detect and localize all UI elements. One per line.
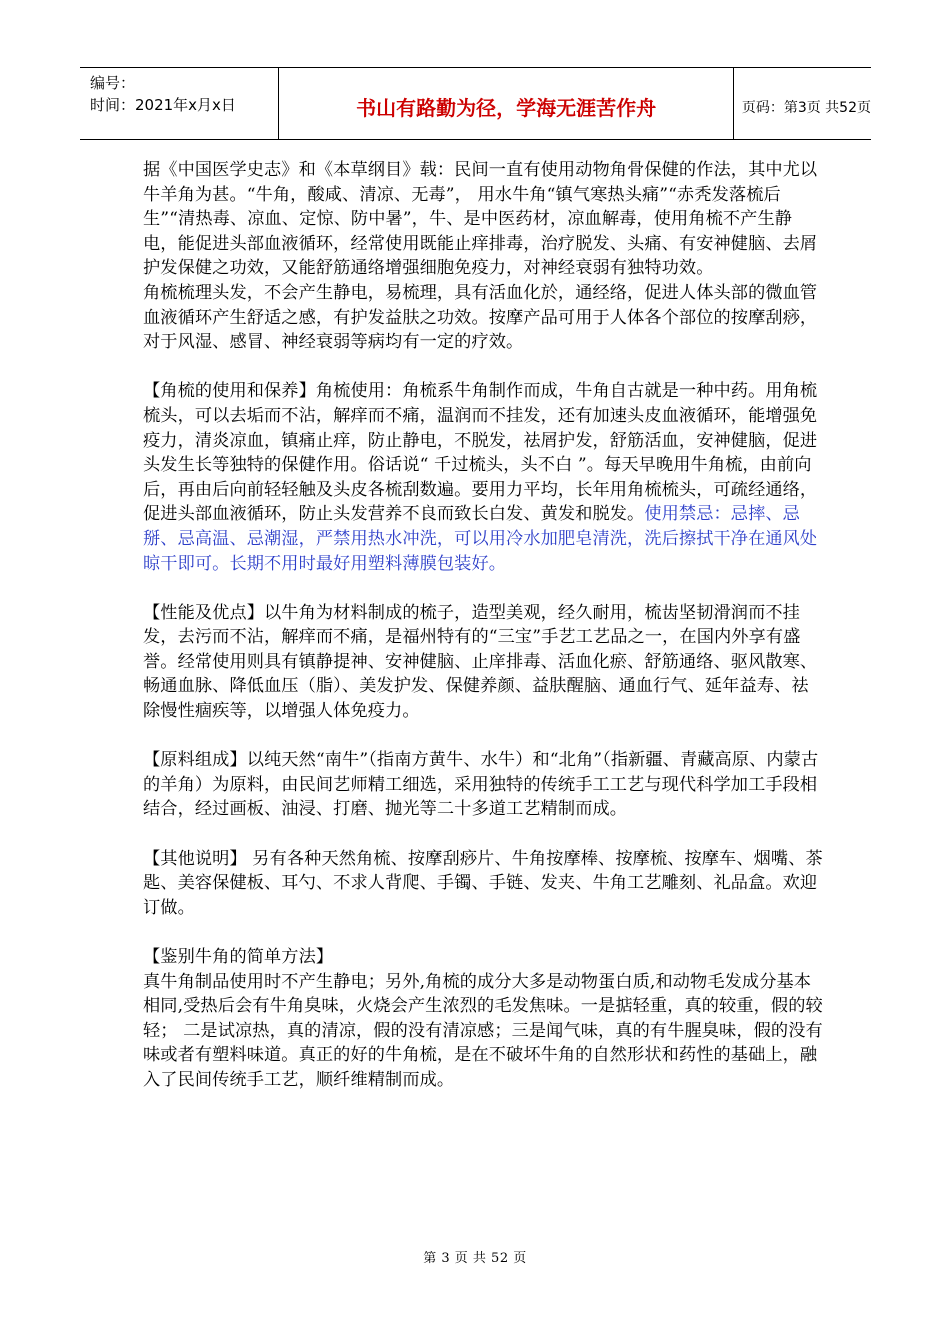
- other-section: 【其他说明】 另有各种天然角梳、按摩刮痧片、牛角按摩棒、按摩梳、按摩车、烟嘴、茶匙、美容保健板、耳勺、不求人背爬、手镯、手链、发夹、牛角工艺雕刻、礼品盒。欢迎订做。: [143, 848, 823, 918]
- identify-title: 【鉴别牛角的简单方法】: [143, 947, 334, 967]
- header-number: 编号：: [90, 74, 136, 92]
- header-date: 时间：2021年x月x日: [90, 96, 236, 114]
- features-section: 【性能及优点】以牛角为材料制成的梳子，造型美观，经久耐用，梳齿坚韧滑润而不挂发，去污而不沾，解痒而不痛，是福州特有的“三宝”手艺工艺品之一，在国内外享有盛誉。经常使用则具有镇静提神、安神健脑、止庠排毒、活血化瘀、舒筋通络、驱风散寒、 畅通血脉、降低血压（脂）、美发护发、保健养颜、益肤醒脑、通血行气、延年益寿、祛除慢性痼疾等，以增强人体免疫力。: [143, 602, 818, 722]
- identify-text: 真牛角制品使用时不产生静电；另外,角梳的成分大多是动物蛋白质,和动物毛发成分基本相同,受热后会有牛角臭味，火烧会产生浓烈的毛发焦味。一是掂轻重，真的较重，假的较轻； 二是试凉热，真的清凉，假的没有清凉感；三是闻气味，真的有牛腥臭味，假的没有味或者有塑料味道。真正的好的牛角梳，是在不破坏牛角的自然形状和药性的基础上，融入了民间传统手工艺，顺纤维精制而成。: [143, 971, 823, 1090]
- header-meta: [80, 68, 279, 139]
- intro-paragraph-2: 角梳梳理头发，不会产生静电，易梳理，具有活血化於，通经络，促进人体头部的微血管血液循环产生舒适之感，有护发益肤之功效。按摩产品可用于人体各个部位的按摩刮痧，对于风湿、感冒、神经衰弱等病均有一定的疗效。: [143, 282, 818, 353]
- header-page-info: 页码：第3页 共52页: [741, 99, 871, 116]
- page-footer: 第 3 页 共 52 页: [423, 1251, 527, 1266]
- materials-section: 【原料组成】以纯天然“南牛”（指南方黄牛、水牛）和“北角”（指新疆、青藏高原、内蒙古的羊角）为原料，由民间艺师精工细选，采用独特的传统手工工艺与现代科学加工手段相结合，经过画板、油浸、打磨、抛光等二十多道工艺精制而成。: [143, 750, 819, 820]
- intro-paragraph-1: 据《中国医学史志》和《本草纲目》载：民间一直有使用动物角骨保健的作法，其中尤以牛羊角为甚。“牛角，酸咸、清凉、无毒”， 用水牛角“镇气寒热头痛”“赤秃发落梳后生”“清热毒、凉血、定惊、防中暑”，牛、是中医药材，凉血解毒，使用角梳不产生静电，能促进头部血液循环，经常使用既能止痒排毒，治疗脱发、头痛、有安神健脑、去屑护发保健之功效，又能舒筋通络增强细胞免疫力，对神经衰弱有独特功效。: [143, 160, 818, 279]
- document-body: [143, 158, 823, 1093]
- page-header: [80, 67, 871, 140]
- usage-text: 【角梳的使用和保养】角梳使用：角梳系牛角制作而成，牛角自古就是一种中药。用角梳梳头，可以去垢而不沾，解痒而不痛，温润而不挂发，还有加速头皮血液循环，能增强免疫力，清炎凉血，镇痛止痒，防止静电，不脱发，祛屑护发，舒筋活血，安神健脑，促进头发生长等独特的保健作用。俗话说“ 千过梳头，头不白 ”。每天早晚用牛角梳，由前向后，再由后向前轻轻触及头皮各梳刮数遍。要用力平均，长年用角梳梳头，可疏经通络，促进头部血液循环，防止头发营养不良而致长白发、黄发和脱发。: [143, 381, 818, 525]
- usage-warning: 使用禁忌：忌摔、忌掰、忌高温、忌潮湿，严禁用热水冲洗，可以用冷水加肥皂清洗，洗后擦拭干净在通风处晾干即可。长期不用时最好用塑料薄膜包装好。: [143, 504, 818, 574]
- header-motto: 书山有路勤为径，学海无涯苦作舟: [279, 68, 733, 139]
- usage-section: [143, 379, 823, 576]
